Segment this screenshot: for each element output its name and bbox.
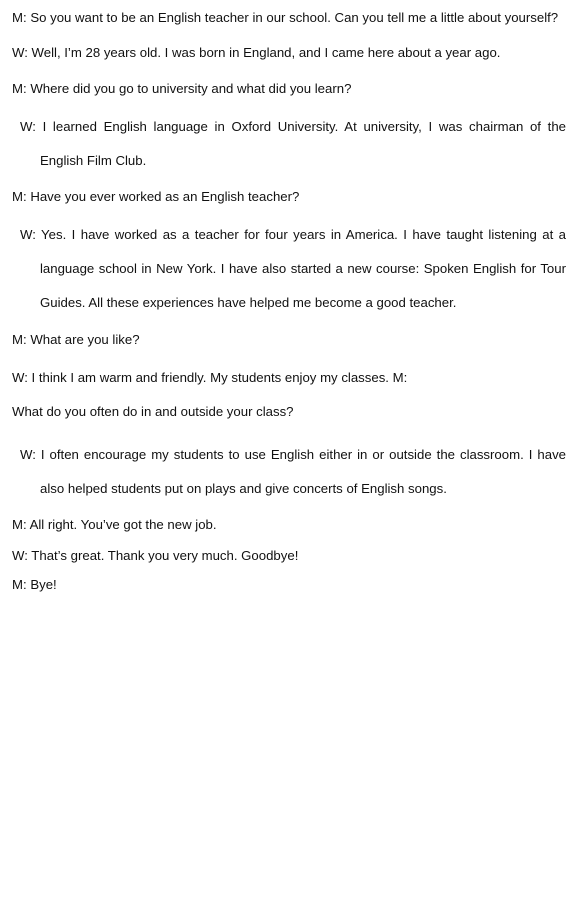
dialogue-paragraph: [20, 438, 566, 506]
dialogue-line: M: Have you ever worked as an English teacher?: [12, 189, 300, 204]
dialogue-line: M: What are you like?: [12, 332, 140, 347]
dialogue-line: W: Yes. I have worked as a teacher for four years in America. I have taught listening at a language school in New York. I have also started a new course: Spoken English for Tour Guides. All these experiences have helped me become a good teacher.: [20, 227, 566, 310]
dialogue-paragraph: [20, 218, 566, 320]
dialogue-line: W: That’s great. Thank you very much. Goodbye!: [12, 548, 299, 563]
dialogue-line: M: So you want to be an English teacher in our school. Can you tell me a little about yourself?: [12, 10, 559, 25]
dialogue-line: What do you often do in and outside your class?: [12, 404, 294, 419]
dialogue-line: W: I think I am warm and friendly. My students enjoy my classes. M:: [12, 370, 408, 385]
dialogue-line: M: All right. You’ve got the new job.: [12, 517, 217, 532]
dialogue-line: W: I often encourage my students to use English either in or outside the classroom. I have also helped students put on plays and give concerts of English songs.: [20, 447, 566, 496]
dialogue-line: W: I learned English language in Oxford University. At university, I was chairman of the English Film Club.: [20, 119, 566, 168]
dialogue-line: W: Well, I’m 28 years old. I was born in England, and I came here about a year ago.: [12, 45, 501, 60]
dialogue-line: M: Bye!: [12, 577, 57, 592]
dialogue-paragraph: [20, 110, 566, 178]
dialogue-line: M: Where did you go to university and what did you learn?: [12, 81, 352, 96]
